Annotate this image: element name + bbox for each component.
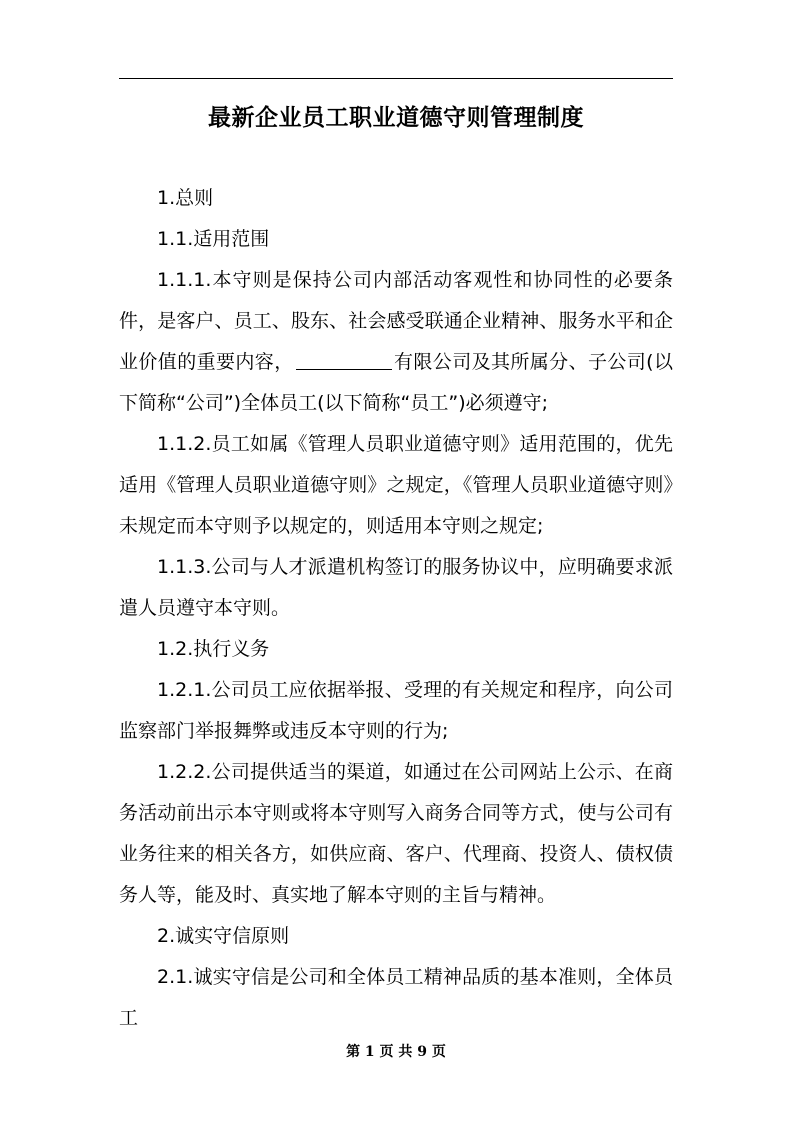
paragraph-1-1-1-end: 有限公司及其所属分、子公司(以下简称“公司”)全体员工(以下简称“员工”)必须遵守; (119, 351, 673, 414)
paragraph-1-1-3: 1.1.3.公司与人才派遣机构签订的服务协议中，应明确要求派遣人员遵守本守则。 (119, 556, 673, 619)
heading-scope: 1.1.适用范围 (157, 228, 270, 250)
paragraph-1-1-2: 1.1.2.员工如属《管理人员职业道德守则》适用范围的，优先适用《管理人员职业道德守则》之规定，《管理人员职业道德守则》未规定而本守则予以规定的，则适用本守则之规定; (119, 433, 673, 537)
paragraph-1-2-1: 1.2.1.公司员工应依据举报、受理的有关规定和程序，向公司监察部门举报舞弊或违反本守则的行为; (119, 679, 673, 742)
document-body (119, 178, 673, 1039)
header-rule (119, 78, 673, 79)
document-title: 最新企业员工职业道德守则管理制度 (208, 105, 584, 131)
paragraph-1-2-2: 1.2.2.公司提供适当的渠道，如通过在公司网站上公示、在商务活动前出示本守则或将本守则写入商务合同等方式，使与公司有业务往来的相关各方，如供应商、客户、代理商、投资人、债权债务人等，能及时、真实地了解本守则的主旨与精神。 (119, 761, 673, 906)
page-number-footer: 第 1 页 共 9 页 (346, 1044, 446, 1060)
company-name-blank (296, 349, 392, 370)
heading-general: 1.总则 (157, 187, 214, 209)
paragraph-1-1-1-start: 1.1.1.本守则是保持公司内部活动客观性和协同性的必要条件，是客户、员工、股东、社会感受联通企业精神、服务水平和企业价值的重要内容， (119, 269, 673, 373)
paragraph-2-1: 2.1.诚实守信是公司和全体员工精神品质的基本准则，全体员工 (119, 966, 673, 1029)
heading-obligations: 1.2.执行义务 (157, 638, 270, 660)
paragraph-1-1-1 (119, 260, 673, 424)
heading-integrity: 2.诚实守信原则 (157, 925, 290, 947)
